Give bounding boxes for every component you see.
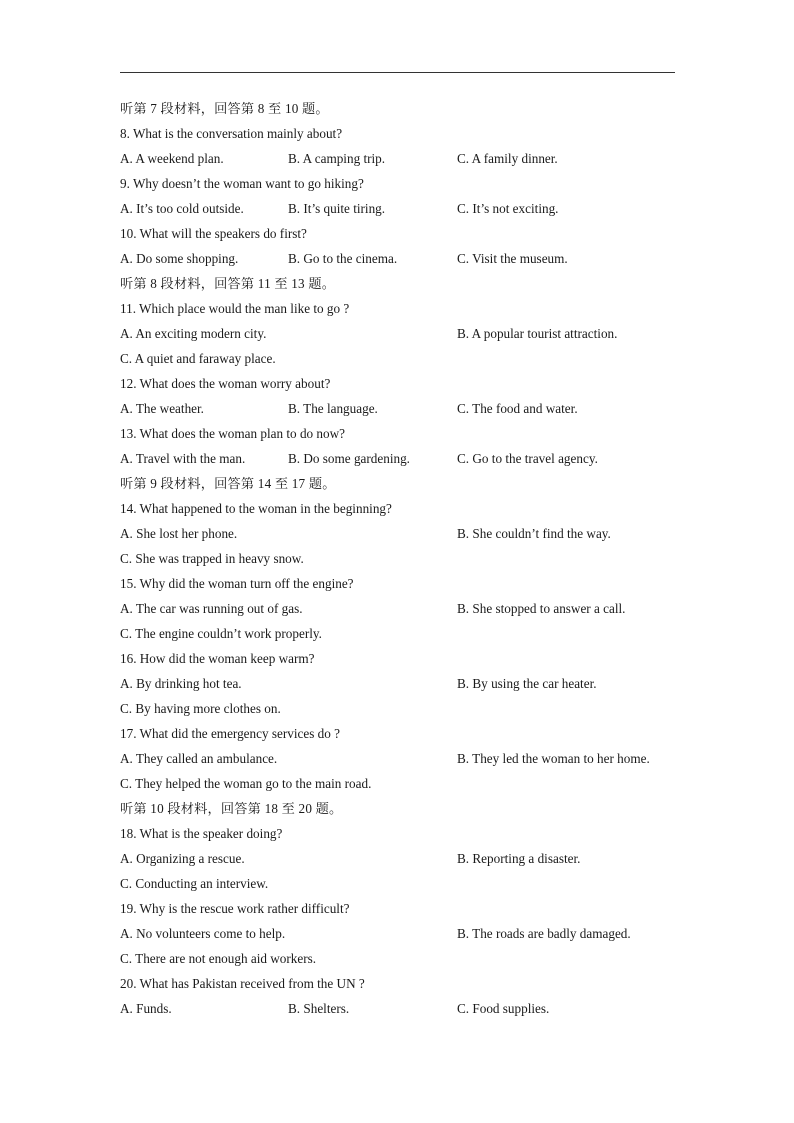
option-a: A. The car was running out of gas. <box>120 601 303 616</box>
option-a: A. By drinking hot tea. <box>120 676 242 691</box>
section-heading: 听第 10 段材料，回答第 18 至 20 题。 <box>120 801 343 816</box>
options-16-c <box>120 696 680 721</box>
options-12 <box>120 396 680 421</box>
option-c: C. By having more clothes on. <box>120 701 281 716</box>
question-17: 17. What did the emergency services do ? <box>120 726 340 741</box>
question-14: 14. What happened to the woman in the beginning? <box>120 501 392 516</box>
option-b: B. She couldn’t find the way. <box>457 526 611 541</box>
option-a: A. Do some shopping. <box>120 251 239 266</box>
question-11: 11. Which place would the man like to go ? <box>120 301 350 316</box>
options-17-c <box>120 771 680 796</box>
option-a: A. A weekend plan. <box>120 151 224 166</box>
option-c: C. There are not enough aid workers. <box>120 951 317 966</box>
options-15-c <box>120 621 680 646</box>
option-b: B. She stopped to answer a call. <box>457 601 626 616</box>
options-9 <box>120 196 680 221</box>
option-b: B. Do some gardening. <box>288 451 410 466</box>
option-a: A. They called an ambulance. <box>120 751 278 766</box>
question-12: 12. What does the woman worry about? <box>120 376 331 391</box>
option-a: A. It’s too cold outside. <box>120 201 244 216</box>
options-13 <box>120 446 680 471</box>
options-17 <box>120 746 680 771</box>
options-14-c <box>120 546 680 571</box>
section-heading: 听第 7 段材料，回答第 8 至 10 题。 <box>120 101 329 116</box>
option-b: B. Go to the cinema. <box>288 251 398 266</box>
option-b: B. It’s quite tiring. <box>288 201 386 216</box>
options-18 <box>120 846 680 871</box>
section-heading: 听第 8 段材料，回答第 11 至 13 题。 <box>120 276 336 291</box>
options-16 <box>120 671 680 696</box>
option-b: B. Shelters. <box>288 1001 350 1016</box>
options-18-c <box>120 871 680 896</box>
option-c: C. A quiet and faraway place. <box>120 351 276 366</box>
options-19-c <box>120 946 680 971</box>
option-c: C. She was trapped in heavy snow. <box>120 551 304 566</box>
question-18: 18. What is the speaker doing? <box>120 826 283 841</box>
question-9: 9. Why doesn’t the woman want to go hiking? <box>120 176 364 191</box>
option-c: C. The engine couldn’t work properly. <box>120 626 322 641</box>
option-c: C. Visit the museum. <box>457 251 568 266</box>
option-a: A. She lost her phone. <box>120 526 238 541</box>
option-c: C. Conducting an interview. <box>120 876 269 891</box>
option-c: C. A family dinner. <box>457 151 558 166</box>
option-c: C. Food supplies. <box>457 1001 550 1016</box>
option-b: B. The roads are badly damaged. <box>457 926 631 941</box>
question-13: 13. What does the woman plan to do now? <box>120 426 345 441</box>
option-a: A. An exciting modern city. <box>120 326 267 341</box>
options-10 <box>120 246 680 271</box>
option-c: C. Go to the travel agency. <box>457 451 598 466</box>
options-14 <box>120 521 680 546</box>
options-19 <box>120 921 680 946</box>
question-16: 16. How did the woman keep warm? <box>120 651 315 666</box>
option-b: B. They led the woman to her home. <box>457 751 650 766</box>
option-b: B. A camping trip. <box>288 151 386 166</box>
option-a: A. Travel with the man. <box>120 451 246 466</box>
option-b: B. By using the car heater. <box>457 676 597 691</box>
option-b: B. The language. <box>288 401 378 416</box>
options-15 <box>120 596 680 621</box>
option-a: A. Organizing a rescue. <box>120 851 245 866</box>
option-b: B. Reporting a disaster. <box>457 851 581 866</box>
options-8 <box>120 146 680 171</box>
option-a: A. The weather. <box>120 401 204 416</box>
question-20: 20. What has Pakistan received from the UN ? <box>120 976 365 991</box>
options-20 <box>120 996 680 1021</box>
header-rule <box>120 72 675 73</box>
section-heading: 听第 9 段材料，回答第 14 至 17 题。 <box>120 476 336 491</box>
option-c: C. The food and water. <box>457 401 578 416</box>
option-a: A. Funds. <box>120 1001 172 1016</box>
question-8: 8. What is the conversation mainly about? <box>120 126 343 141</box>
question-15: 15. Why did the woman turn off the engine? <box>120 576 354 591</box>
option-b: B. A popular tourist attraction. <box>457 326 618 341</box>
question-19: 19. Why is the rescue work rather difficult? <box>120 901 350 916</box>
option-c: C. They helped the woman go to the main road. <box>120 776 372 791</box>
question-list <box>120 96 680 1021</box>
option-c: C. It’s not exciting. <box>457 201 559 216</box>
question-10: 10. What will the speakers do first? <box>120 226 307 241</box>
options-11-c <box>120 346 680 371</box>
option-a: A. No volunteers come to help. <box>120 926 286 941</box>
options-11 <box>120 321 680 346</box>
